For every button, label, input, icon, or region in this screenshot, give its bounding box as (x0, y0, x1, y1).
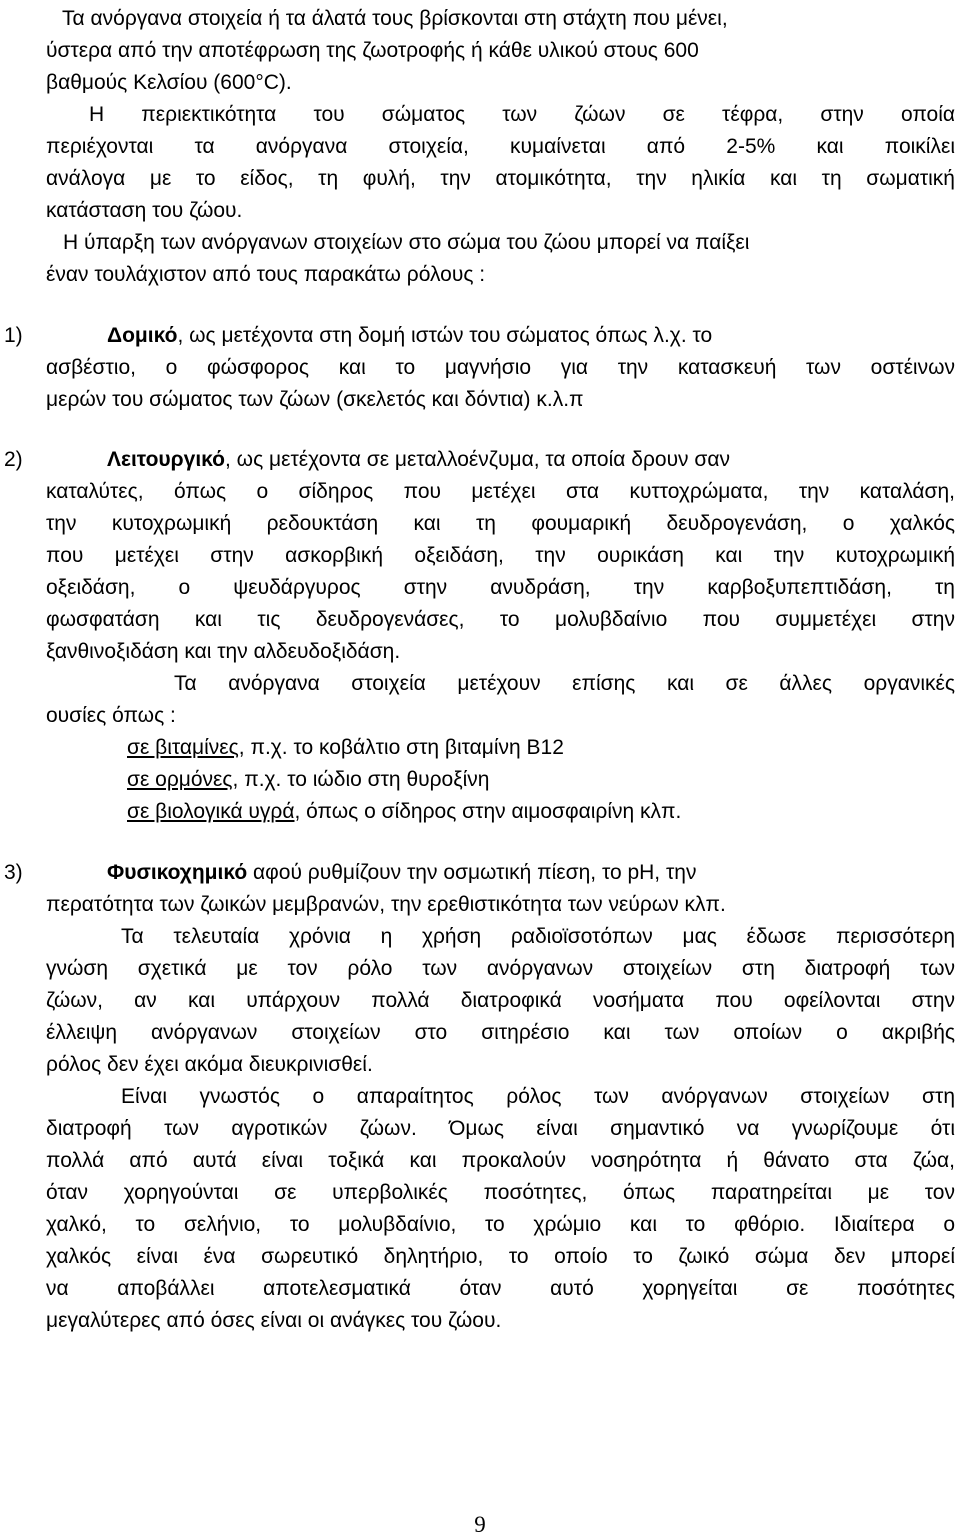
text-line: φωσφατάση και τις δευδρογενάσες, το μολυβδαίνιο που συμμετέχει στην (46, 608, 955, 631)
list-number: 2) (4, 448, 23, 471)
text-line: χαλκός είναι ένα σωρευτικό δηλητήριο, το οποίο το ζωικό σώμα δεν μπορεί (46, 1245, 955, 1268)
text-line: Η περιεκτικότητα του σώματος των ζώων σε τέφρα, στην οποία (89, 103, 955, 126)
list-item-heading (107, 447, 730, 473)
text-line: Είναι γνωστός ο απαραίτητος ρόλος των ανόργανων στοιχείων στη (121, 1085, 955, 1108)
text-line: γνώση σχετικά με τον ρόλο των ανόργανων στοιχείων στη διατροφή των (46, 957, 955, 980)
sub-item-text: , όπως ο σίδηρος στην αιμοσφαιρίνη κλπ. (294, 800, 682, 823)
sub-item-term: σε ορμόνες (127, 768, 233, 791)
list-item-heading (107, 860, 696, 886)
text-line: όταν χορηγούνται σε υπερβολικές ποσότητες, όπως παρατηρείται με τον (46, 1181, 955, 1204)
sub-item-term: σε βιολογικά υγρά (127, 800, 295, 823)
text-line: να αποβάλλει αποτελεσματικά όταν αυτό χορηγείται σε ποσότητες (46, 1277, 955, 1300)
text-line: ρόλος δεν έχει ακόμα διευκρινισθεί. (46, 1053, 373, 1076)
text-line: την κυτοχρωμική ρεδουκτάση και τη φουμαρική δευδρογενάση, ο χαλκός (46, 512, 955, 535)
list-number: 3) (4, 861, 23, 884)
text-line: έλλειψη ανόργανων στοιχείων στο σιτηρέσιο και των οποίων ο ακριβής (46, 1021, 955, 1044)
text-line: που μετέχει στην ασκορβική οξειδάση, την ουρικάση και την κυτοχρωμική (46, 544, 955, 567)
text-line: ζώων, αν και υπάρχουν πολλά διατροφικά νοσήματα που οφείλονται στην (46, 989, 955, 1012)
item-first-line: αφού ρυθμίζουν την οσμωτική πίεση, το pH, την (247, 861, 697, 884)
text-line: ασβέστιο, ο φώσφορος και το μαγνήσιο για την κατασκευή των οστέινων (46, 356, 955, 379)
sub-list-item (127, 767, 489, 793)
list-number: 1) (4, 324, 23, 347)
list-item-heading (107, 323, 712, 349)
text-line: περιέχονται τα ανόργανα στοιχεία, κυμαίνεται από 2-5% και ποικίλει (46, 135, 955, 158)
page-number: 9 (474, 1512, 486, 1537)
sub-item-term: σε βιταμίνες (127, 736, 239, 759)
text-line: οξειδάση, ο ψευδάργυρος στην ανυδράση, την καρβοξυπεπτιδάση, τη (46, 576, 955, 599)
text-line: Τα τελευταία χρόνια η χρήση ραδιοϊσοτόπων μας έδωσε περισσότερη (121, 925, 955, 948)
text-line: χαλκό, το σελήνιο, το μολυβδαίνιο, το χρώμιο και το φθόριο. Ιδιαίτερα ο (46, 1213, 955, 1236)
text-line: ουσίες όπως : (46, 704, 176, 727)
text-line: μερών του σώματος των ζώων (σκελετός και δόντια) κ.λ.π (46, 388, 584, 411)
text-line: διατροφή των αγροτικών ζώων. Όμως είναι σημαντικό να γνωρίζουμε ότι (46, 1117, 955, 1140)
text-line: ανάλογα με το είδος, τη φυλή, την ατομικότητα, την ηλικία και τη σωματική (46, 167, 955, 190)
text-line: Η ύπαρξη των ανόργανων στοιχείων στο σώμα του ζώου μπορεί να παίξει (63, 231, 750, 254)
sub-list-item (127, 799, 681, 825)
text-line: βαθμούς Κελσίου (600°C). (46, 71, 292, 94)
item-bold-term: Δομικό (107, 324, 178, 347)
item-bold-term: Λειτουργικό (107, 448, 225, 471)
text-line: μεγαλύτερες από όσες είναι οι ανάγκες του ζώου. (46, 1309, 502, 1332)
text-line: ξανθινοξιδάση και την αλδευδοξιδάση. (46, 640, 401, 663)
text-line: ύστερα από την αποτέφρωση της ζωοτροφής ή κάθε υλικού στους 600 (46, 39, 699, 62)
text-line: Τα ανόργανα στοιχεία μετέχουν επίσης και σε άλλες οργανικές (174, 672, 955, 695)
item-first-line: , ως μετέχοντα στη δομή ιστών του σώματος όπως λ.χ. το (177, 324, 713, 347)
text-line: περατότητα των ζωικών μεμβρανών, την ερεθιστικότητα των νεύρων κλπ. (46, 893, 726, 916)
sub-item-text: , π.χ. το ιώδιο στη θυροξίνη (232, 768, 490, 791)
text-line: καταλύτες, όπως ο σίδηρος που μετέχει στα κυττοχρώματα, την καταλάση, (46, 480, 955, 503)
text-line: κατάσταση του ζώου. (46, 199, 243, 222)
text-line: πολλά από αυτά είναι τοξικά και προκαλούν νοσηρότητα ή θάνατο στα ζώα, (46, 1149, 955, 1172)
text-line: Τα ανόργανα στοιχεία ή τα άλατά τους βρίσκονται στη στάχτη που μένει, (62, 7, 728, 30)
sub-list-item (127, 735, 564, 761)
item-first-line: , ως μετέχοντα σε μεταλλοένζυμα, τα οποία δρουν σαν (225, 448, 730, 471)
sub-item-text: , π.χ. το κοβάλτιο στη βιταμίνη Β12 (238, 736, 564, 759)
text-line: έναν τουλάχιστον από τους παρακάτω ρόλους : (46, 263, 486, 286)
item-bold-term: Φυσικοχημικό (107, 861, 248, 884)
